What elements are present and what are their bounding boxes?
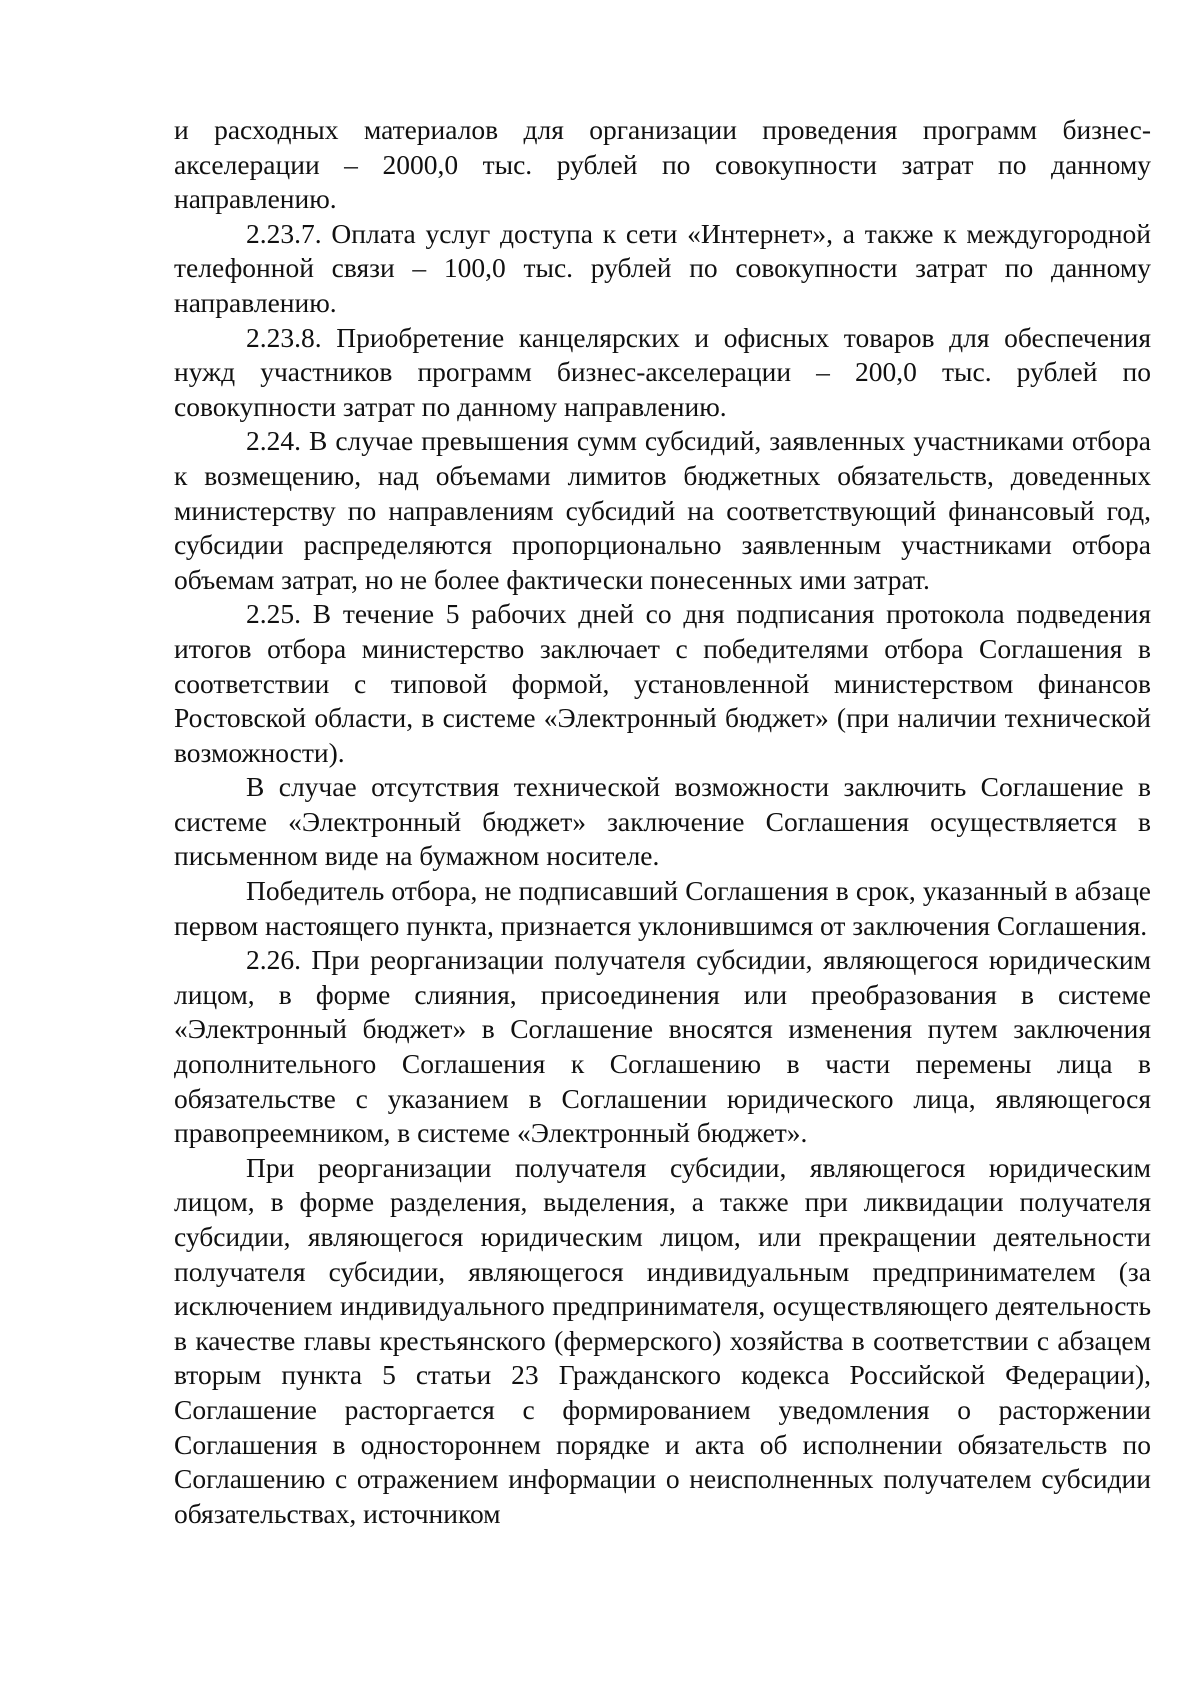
paragraph-2-26-reorganization: При реорганизации получателя субсидии, являющегося юридическим лицом, в форме разделения, выделения, а также при ликвидации получателя субсидии, являющегося юридическим лицом, или прекращении деятельности получателя субсидии, являющегося индивидуальным предпринимателем (за исключением индивидуального предпринимателя, осуществляющего деятельность в качестве главы крестьянского (фермерского) хозяйства в соответствии с абзацем вторым пункта 5 статьи 23 Гражданского кодекса Российской Федерации), Соглашение расторгается с формированием уведомления о расторжении Соглашения в одностороннем порядке и акта об исполнении обязательств по Соглашению с отражением информации о неисполненных получателем субсидии обязательствах, источником — [174, 1151, 1151, 1529]
paragraph-2-25: 2.25. В течение 5 рабочих дней со дня подписания протокола подведения итогов отбора министерство заключает с победителями отбора Соглашения в соответствии с типовой формой, установленной министерством финансов Ростовской области, в системе «Электронный бюджет» (при наличии технической возможности). — [174, 598, 1151, 768]
paragraph-2-25-winner: Победитель отбора, не подписавший Соглашения в срок, указанный в абзаце первом настоящего пункта, признается уклонившимся от заключения Соглашения. — [174, 875, 1151, 941]
paragraph-2-24: 2.24. В случае превышения сумм субсидий, заявленных участниками отбора к возмещению, над объемами лимитов бюджетных обязательств, доведенных министерству по направлениям субсидий на соответствующий финансовый год, субсидии распределяются пропорционально заявленным участниками отбора объемам затрат, но не более фактически понесенных ими затрат. — [174, 425, 1151, 595]
paragraph-2-26: 2.26. При реорганизации получателя субсидии, являющегося юридическим лицом, в форме слияния, присоединения или преобразования в системе «Электронный бюджет» в Соглашение вносятся изменения путем заключения дополнительного Соглашения к Соглашению в части перемены лица в обязательстве с указанием в Соглашении юридического лица, являющегося правопреемником, в системе «Электронный бюджет». — [174, 944, 1151, 1149]
paragraph-2-25-no-tech: В случае отсутствия технической возможности заключить Соглашение в системе «Электронный бюджет» заключение Соглашения осуществляется в письменном виде на бумажном носителе. — [174, 771, 1151, 872]
paragraph-continuation: и расходных материалов для организации проведения программ бизнес-акселерации – 2000,0 тыс. рублей по совокупности затрат по данному направлению. — [174, 114, 1151, 215]
paragraph-2-23-8: 2.23.8. Приобретение канцелярских и офисных товаров для обеспечения нужд участников программ бизнес-акселерации – 200,0 тыс. рублей по совокупности затрат по данному направлению. — [174, 321, 1151, 422]
document-body — [174, 113, 1151, 1531]
paragraph-2-23-7: 2.23.7. Оплата услуг доступа к сети «Интернет», а также к междугородной телефонной связи – 100,0 тыс. рублей по совокупности затрат по данному направлению. — [174, 217, 1151, 318]
